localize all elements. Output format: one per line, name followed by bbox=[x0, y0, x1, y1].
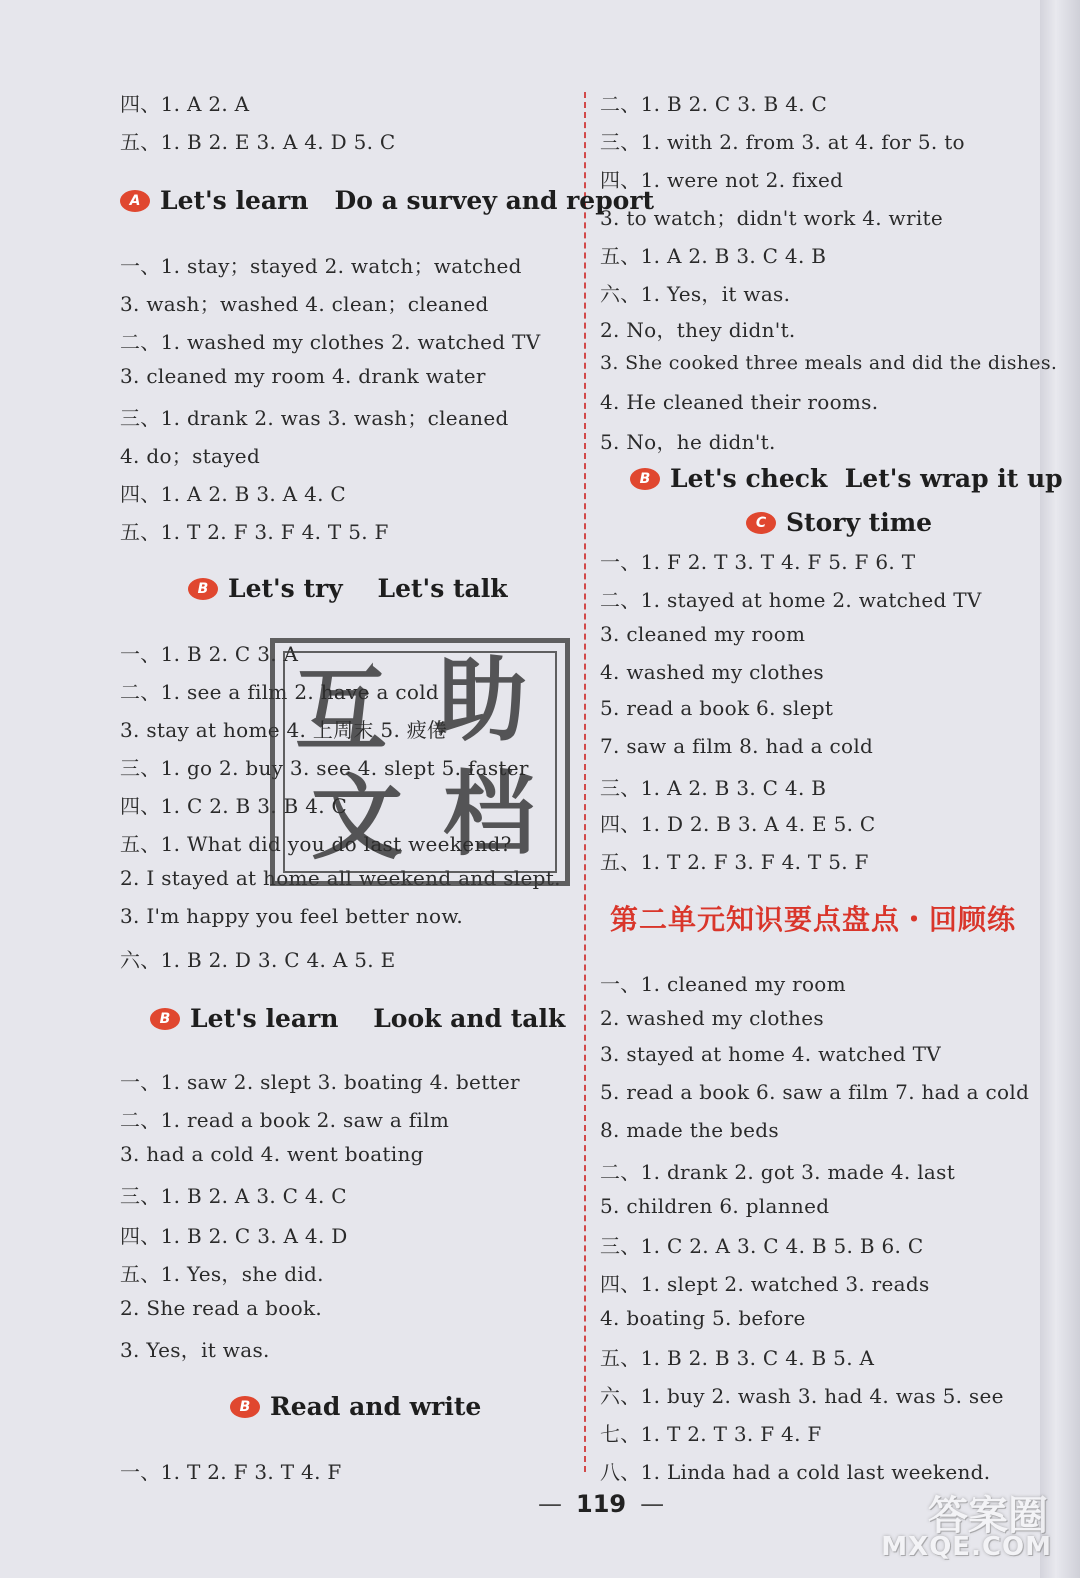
answer-line: 二、1. stayed at home 2. watched TV bbox=[600, 588, 982, 612]
section-badge-icon: B bbox=[230, 1396, 260, 1418]
section-badge-icon: A bbox=[120, 190, 150, 212]
section-heading-text: Story time bbox=[786, 508, 933, 537]
answer-line: 三、1. with 2. from 3. at 4. for 5. to bbox=[600, 130, 965, 154]
site-watermark bbox=[872, 1484, 1052, 1562]
answer-line: 二、1. read a book 2. saw a film bbox=[120, 1108, 450, 1132]
answer-line: 六、1. Yes，it was. bbox=[600, 282, 791, 306]
answer-line: 3. had a cold 4. went boating bbox=[120, 1142, 424, 1166]
section-heading-text: Read and write bbox=[270, 1392, 482, 1421]
section-badge-icon: C bbox=[746, 512, 776, 534]
answer-line: 三、1. A 2. B 3. C 4. B bbox=[600, 776, 827, 800]
answer-line: 一、1. stay；stayed 2. watch；watched bbox=[120, 254, 522, 278]
answer-line: 二、1. B 2. C 3. B 4. C bbox=[600, 92, 828, 116]
answer-line: 3. Yes，it was. bbox=[120, 1338, 270, 1362]
answer-line: 三、1. C 2. A 3. C 4. B 5. B 6. C bbox=[600, 1234, 924, 1258]
answer-line: 四、1. B 2. C 3. A 4. D bbox=[120, 1224, 348, 1248]
section-heading bbox=[746, 508, 932, 537]
stamp-char: 助 bbox=[435, 647, 528, 754]
answer-line: 5. read a book 6. slept bbox=[600, 696, 834, 720]
answer-line: 一、1. saw 2. slept 3. boating 4. better bbox=[120, 1070, 520, 1094]
answer-line: 四、1. D 2. B 3. A 4. E 5. C bbox=[600, 812, 876, 836]
stamp-char: 互 bbox=[295, 657, 388, 764]
answer-line: 5. children 6. planned bbox=[600, 1194, 830, 1218]
answer-line: 四、1. C 2. B 3. B 4. C bbox=[120, 794, 348, 818]
watermark-logo: 答案圈 bbox=[928, 1493, 1048, 1539]
answer-line: 五、1. Yes，she did. bbox=[120, 1262, 324, 1286]
answer-line: 三、1. go 2. buy 3. see 4. slept 5. faster bbox=[120, 756, 529, 780]
section-heading bbox=[120, 186, 654, 215]
answer-line: 四、1. were not 2. fixed bbox=[600, 168, 844, 192]
answer-line: 3. wash；washed 4. clean；cleaned bbox=[120, 292, 489, 316]
page-edge bbox=[1040, 0, 1080, 1578]
section-badge-icon: B bbox=[188, 578, 218, 600]
section-badge-icon: B bbox=[150, 1008, 180, 1030]
answer-line: 3. She cooked three meals and did the dishes. bbox=[600, 352, 1058, 374]
section-heading-text: Let's learn Look and talk bbox=[190, 1004, 566, 1033]
answer-line: 3. stayed at home 4. watched TV bbox=[600, 1042, 942, 1066]
answer-line: 四、1. A 2. B 3. A 4. C bbox=[120, 482, 347, 506]
answer-line: 四、1. A 2. A bbox=[120, 92, 250, 116]
answer-line: 五、1. A 2. B 3. C 4. B bbox=[600, 244, 827, 268]
answer-line: 4. do；stayed bbox=[120, 444, 261, 468]
answer-line: 八、1. Linda had a cold last weekend. bbox=[600, 1460, 991, 1484]
watermark-stamp bbox=[270, 638, 570, 886]
answer-line: 3. to watch；didn't work 4. write bbox=[600, 206, 943, 230]
answer-line: 五、1. B 2. B 3. C 4. B 5. A bbox=[600, 1346, 875, 1370]
section-heading bbox=[150, 1004, 565, 1033]
answer-line: 2. washed my clothes bbox=[600, 1006, 824, 1030]
column-divider bbox=[584, 92, 586, 1472]
section-heading-text: Let's learn Do a survey and report bbox=[160, 186, 655, 215]
section-heading bbox=[230, 1392, 481, 1421]
answer-line: 一、1. B 2. C 3. A bbox=[120, 642, 299, 666]
answer-line: 四、1. slept 2. watched 3. reads bbox=[600, 1272, 930, 1296]
answer-line: 五、1. What did you do last weekend? bbox=[120, 832, 512, 856]
answer-line: 2. I stayed at home all weekend and slept. bbox=[120, 866, 561, 890]
answer-line: 三、1. B 2. A 3. C 4. C bbox=[120, 1184, 347, 1208]
section-heading-text: Let's check Let's wrap it up bbox=[670, 464, 1063, 493]
section-heading bbox=[630, 464, 1063, 493]
answer-line: 4. boating 5. before bbox=[600, 1306, 806, 1330]
stamp-char: 档 bbox=[443, 761, 536, 868]
answer-line: 一、1. T 2. F 3. T 4. F bbox=[120, 1460, 342, 1484]
answer-line: 5. No，he didn't. bbox=[600, 430, 776, 454]
answer-line: 4. washed my clothes bbox=[600, 660, 824, 684]
section-badge-icon: B bbox=[630, 468, 660, 490]
answer-line: 2. She read a book. bbox=[120, 1296, 323, 1320]
answer-line: 二、1. see a film 2. have a cold bbox=[120, 680, 439, 704]
answer-line: 7. saw a film 8. had a cold bbox=[600, 734, 874, 758]
answer-line: 五、1. T 2. F 3. F 4. T 5. F bbox=[120, 520, 389, 544]
answer-line: 5. read a book 6. saw a film 7. had a cold bbox=[600, 1080, 1030, 1104]
answer-line: 3. cleaned my room 4. drank water bbox=[120, 364, 486, 388]
answer-line: 五、1. T 2. F 3. F 4. T 5. F bbox=[600, 850, 869, 874]
stamp-char: 文 bbox=[311, 765, 404, 872]
answer-line: 二、1. washed my clothes 2. watched TV bbox=[120, 330, 541, 354]
answer-line: 一、1. cleaned my room bbox=[600, 972, 846, 996]
answer-line: 六、1. buy 2. wash 3. had 4. was 5. see bbox=[600, 1384, 1004, 1408]
answer-line: 五、1. B 2. E 3. A 4. D 5. C bbox=[120, 130, 396, 154]
page-number-value: 119 bbox=[576, 1490, 627, 1518]
answer-line: 二、1. drank 2. got 3. made 4. last bbox=[600, 1160, 956, 1184]
section-heading bbox=[188, 574, 508, 603]
answer-line: 六、1. B 2. D 3. C 4. A 5. E bbox=[120, 948, 396, 972]
answer-line: 8. made the beds bbox=[600, 1118, 779, 1142]
answer-line: 2. No，they didn't. bbox=[600, 318, 796, 342]
watermark-url: MXQE.COM bbox=[881, 1532, 1052, 1562]
answer-line: 3. I'm happy you feel better now. bbox=[120, 904, 464, 928]
answer-line: 三、1. drank 2. was 3. wash；cleaned bbox=[120, 406, 509, 430]
answer-line: 3. stay at home 4. 上周末 5. 疲倦 bbox=[120, 718, 448, 742]
answer-line: 4. He cleaned their rooms. bbox=[600, 390, 879, 414]
section-heading-text: Let's try Let's talk bbox=[228, 574, 508, 603]
page-number: — 119 — bbox=[538, 1490, 665, 1518]
answer-line: 七、1. T 2. T 3. F 4. F bbox=[600, 1422, 822, 1446]
answer-line: 3. cleaned my room bbox=[600, 622, 806, 646]
answer-line: 一、1. F 2. T 3. T 4. F 5. F 6. T bbox=[600, 550, 916, 574]
unit-review-title: 第二单元知识要点盘点・回顾练 bbox=[610, 903, 1017, 936]
